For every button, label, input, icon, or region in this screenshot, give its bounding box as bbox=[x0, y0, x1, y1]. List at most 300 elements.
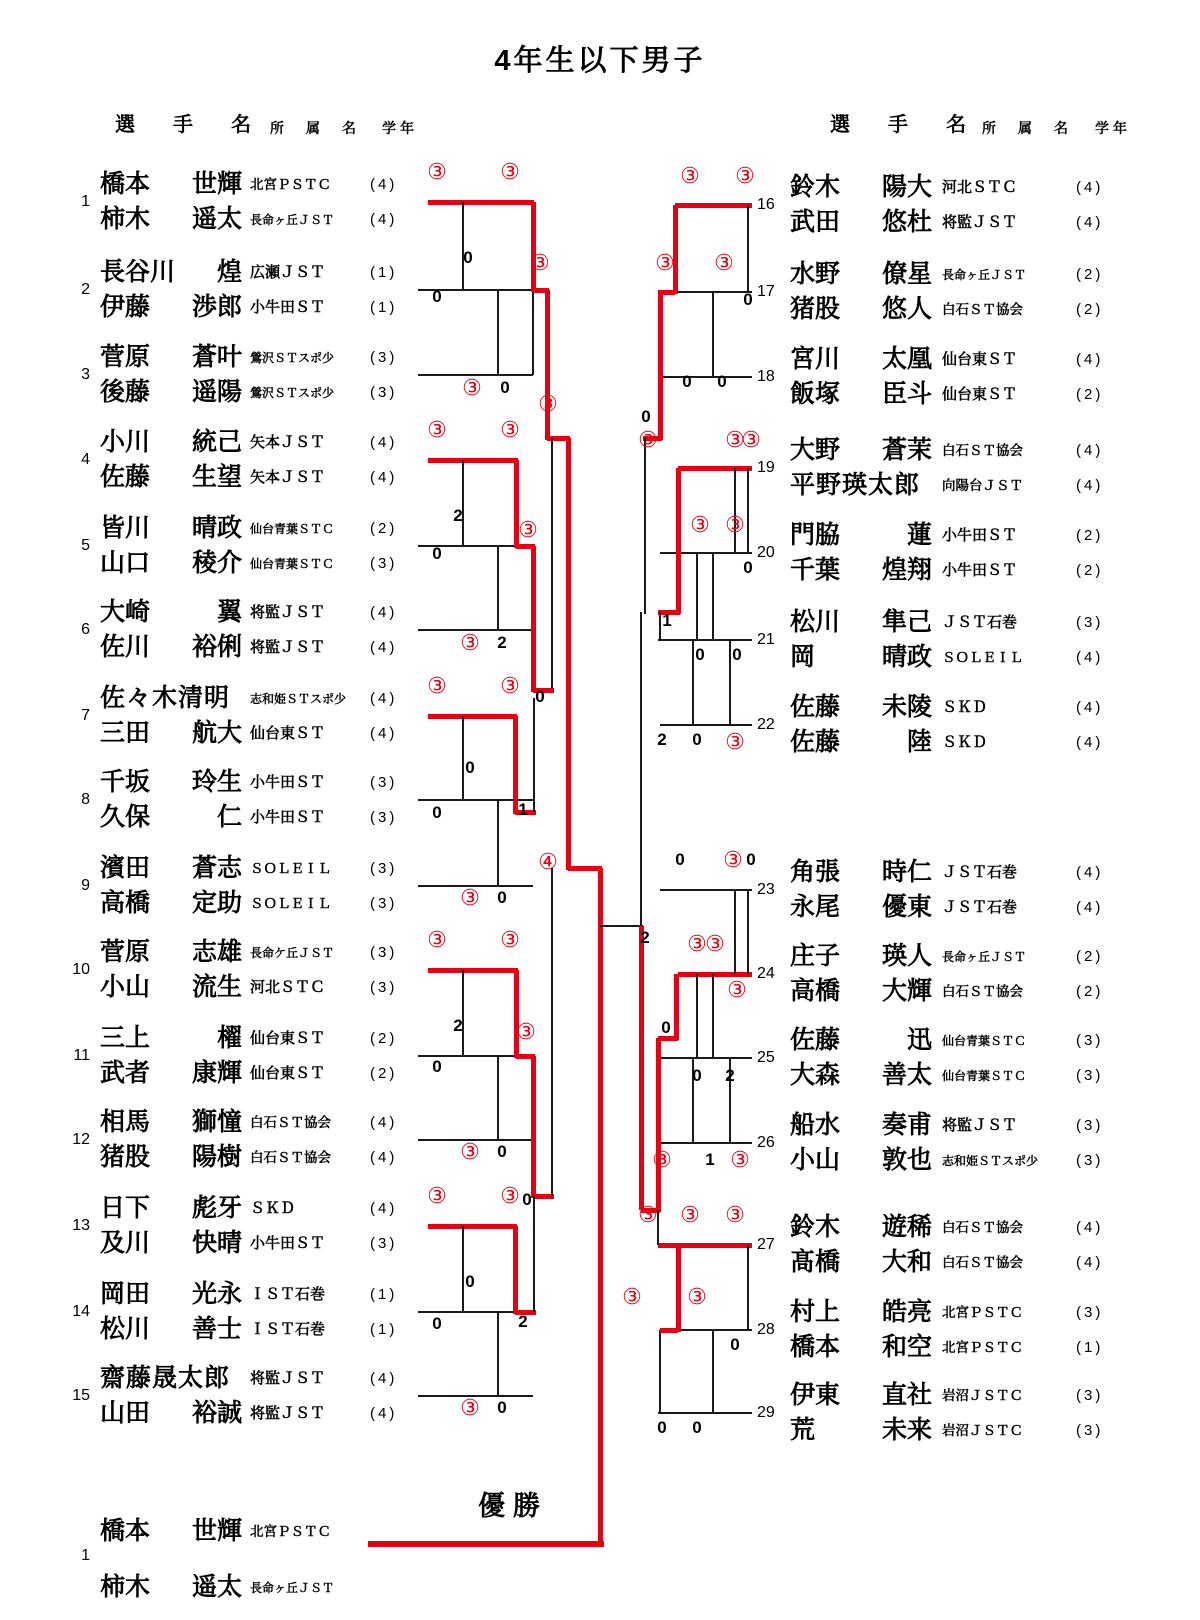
player-name bbox=[100, 1107, 242, 1139]
name-part: 蓮 bbox=[906, 522, 932, 549]
player-name bbox=[790, 1297, 932, 1329]
score-win-marker: ③ bbox=[723, 847, 743, 872]
score-marker: 0 bbox=[746, 850, 756, 869]
entry-number: 6 bbox=[81, 621, 90, 638]
name-part: 濱田 bbox=[100, 855, 151, 882]
name-part: 獅憧 bbox=[191, 1109, 242, 1136]
bracket-line bbox=[497, 290, 499, 375]
player-club: 仙台青葉ＳＴＣ bbox=[942, 1069, 1027, 1083]
player-grade: (4) bbox=[370, 469, 398, 486]
player-club: 長命ヶ丘ＪＳＴ bbox=[250, 213, 335, 227]
bracket-line-winner bbox=[545, 290, 550, 440]
name-part: 生望 bbox=[191, 464, 242, 491]
bracket-line bbox=[600, 925, 643, 927]
player-club: ＩＳＴ石巻 bbox=[250, 1287, 326, 1303]
bracket-line bbox=[734, 468, 736, 553]
player-grade: (4) bbox=[370, 1405, 398, 1422]
name-part: 三上 bbox=[100, 1025, 151, 1052]
player-club: 志和姫ＳＴスポ少 bbox=[942, 1154, 1039, 1168]
bracket-line-winner bbox=[531, 1056, 536, 1198]
player-club: 白石ＳＴ協会 bbox=[942, 984, 1023, 999]
name-part: 小山 bbox=[790, 1147, 841, 1174]
bracket-line-winner bbox=[531, 202, 536, 292]
name-part: 菅原 bbox=[100, 939, 151, 966]
name-part: 遊稀 bbox=[881, 1214, 932, 1241]
score-win-marker: ③ bbox=[680, 163, 700, 188]
player-grade: (2) bbox=[1076, 948, 1104, 965]
entry-number: 13 bbox=[72, 1217, 90, 1234]
bracket-line bbox=[712, 1330, 714, 1413]
bracket-line-winner bbox=[428, 714, 517, 719]
score-marker: 0 bbox=[743, 290, 753, 309]
player-grade: (3) bbox=[370, 555, 398, 572]
score-marker: 0 bbox=[500, 378, 510, 397]
player-name bbox=[790, 1110, 932, 1142]
entry-number: 10 bbox=[72, 961, 90, 978]
score-marker: 2 bbox=[725, 1066, 735, 1085]
bracket-line-winner bbox=[531, 546, 536, 692]
bracket-line-winner bbox=[658, 292, 663, 440]
player-club: 仙台青葉ＳＴＣ bbox=[250, 557, 335, 571]
score-win-marker: ③ bbox=[638, 427, 658, 452]
name-part: 柿木 bbox=[100, 1574, 151, 1601]
score-marker: 0 bbox=[695, 645, 705, 664]
name-part: 敦也 bbox=[881, 1147, 932, 1174]
player-club: 北宮ＰＳＴＣ bbox=[942, 1305, 1023, 1320]
player-grade: (4) bbox=[370, 176, 398, 193]
player-club: 矢本ＪＳＴ bbox=[250, 435, 326, 451]
player-name bbox=[790, 520, 932, 552]
player-name bbox=[790, 344, 932, 376]
name-part: 千葉 bbox=[790, 557, 841, 584]
bracket-line bbox=[696, 974, 698, 1058]
player-grade: (2) bbox=[370, 1065, 398, 1082]
player-name bbox=[790, 207, 932, 239]
player-club: 小牛田ＳＴ bbox=[250, 300, 326, 316]
name-part: 彪牙 bbox=[191, 1195, 242, 1222]
name-part: 定助 bbox=[191, 890, 242, 917]
name-part: 菅原 bbox=[100, 344, 151, 371]
name-part: 齋藤晟太郎 bbox=[100, 1365, 231, 1392]
player-grade: (3) bbox=[370, 860, 398, 877]
bracket-line bbox=[462, 716, 464, 800]
player-club: 将監ＪＳＴ bbox=[250, 1406, 326, 1422]
name-part: 長谷川 bbox=[100, 259, 176, 286]
player-club: 長命ヶ丘ＪＳＴ bbox=[942, 950, 1027, 964]
player-club: 白石ＳＴ協会 bbox=[942, 1255, 1023, 1270]
player-club: 小牛田ＳＴ bbox=[942, 528, 1018, 544]
entry-number: 20 bbox=[757, 544, 775, 561]
entry-number: 25 bbox=[757, 1049, 775, 1066]
name-part: 武者 bbox=[100, 1060, 151, 1087]
bracket-line bbox=[659, 612, 661, 640]
name-part: 遥太 bbox=[191, 206, 242, 233]
player-club: 将監ＪＳＴ bbox=[942, 215, 1018, 231]
header-left-club: 所 属 名 bbox=[270, 122, 360, 137]
player-name bbox=[790, 727, 932, 759]
player-name bbox=[100, 548, 242, 580]
player-name bbox=[790, 1060, 932, 1092]
name-part: 隼己 bbox=[881, 609, 932, 636]
header-left-players: 選 手 名 bbox=[115, 114, 260, 136]
name-part: 世輝 bbox=[191, 1518, 242, 1545]
player-grade: (4) bbox=[370, 725, 398, 742]
bracket-line bbox=[659, 1330, 661, 1413]
name-part: 松川 bbox=[100, 1316, 151, 1343]
player-grade: (3) bbox=[1076, 614, 1104, 631]
name-part: 大野 bbox=[790, 437, 841, 464]
player-grade: (2) bbox=[370, 520, 398, 537]
score-win-marker: ③ bbox=[427, 673, 447, 698]
player-grade: (4) bbox=[370, 211, 398, 228]
score-marker: 2 bbox=[497, 633, 507, 652]
player-club: 白石ＳＴ協会 bbox=[250, 1150, 331, 1165]
player-grade: (2) bbox=[1076, 983, 1104, 1000]
bracket-line bbox=[734, 890, 736, 974]
name-part: 蒼叶 bbox=[191, 344, 242, 371]
bracket-line-winner bbox=[678, 466, 752, 471]
name-part: 日下 bbox=[100, 1195, 151, 1222]
player-grade: (4) bbox=[370, 639, 398, 656]
entry-number: 12 bbox=[72, 1131, 90, 1148]
score-win-marker: ③ bbox=[655, 250, 675, 275]
name-part: 悠杜 bbox=[881, 209, 932, 236]
score-win-marker: ③ bbox=[622, 1284, 642, 1309]
player-club: 仙台東ＳＴ bbox=[942, 352, 1018, 368]
player-club: 将監ＪＳＴ bbox=[250, 605, 326, 621]
page-title: 4年生以下男子 bbox=[494, 45, 706, 77]
name-part: 佐川 bbox=[100, 634, 151, 661]
bracket-line bbox=[660, 1057, 752, 1059]
player-club: 白石ＳＴ協会 bbox=[942, 302, 1023, 317]
entry-number: 16 bbox=[757, 196, 775, 213]
player-club: 仙台東ＳＴ bbox=[250, 1031, 326, 1047]
player-grade: (4) bbox=[370, 1200, 398, 1217]
name-part: 玲生 bbox=[191, 769, 242, 796]
entry-number: 3 bbox=[81, 366, 90, 383]
bracket-line-winner bbox=[678, 972, 752, 977]
name-part: 飯塚 bbox=[790, 381, 841, 408]
player-name bbox=[100, 377, 242, 409]
player-name bbox=[790, 607, 932, 639]
score-win-marker: ③ bbox=[652, 1147, 672, 1172]
player-club: 小牛田ＳＴ bbox=[250, 810, 326, 826]
bracket-line bbox=[712, 292, 714, 377]
player-grade: (2) bbox=[1076, 527, 1104, 544]
score-marker: 0 bbox=[463, 248, 473, 267]
name-part: 高橋 bbox=[100, 890, 151, 917]
player-grade: (4) bbox=[1076, 699, 1104, 716]
score-marker: 0 bbox=[465, 1272, 475, 1291]
player-name bbox=[100, 802, 242, 834]
player-club: 岩沼ＪＳＴＣ bbox=[942, 1388, 1023, 1403]
player-club: 鶯沢ＳＴスポ少 bbox=[250, 386, 335, 400]
bracket-line bbox=[462, 460, 464, 546]
player-grade: (3) bbox=[1076, 1304, 1104, 1321]
name-part: 善士 bbox=[191, 1316, 242, 1343]
score-marker: 0 bbox=[730, 1335, 740, 1354]
player-grade: (3) bbox=[370, 944, 398, 961]
bracket-line-winner bbox=[513, 716, 518, 814]
score-win-marker: ④ bbox=[538, 849, 558, 874]
score-win-marker: ③ bbox=[725, 1202, 745, 1227]
score-marker: 0 bbox=[522, 1190, 532, 1209]
name-part: 小山 bbox=[100, 974, 151, 1001]
player-grade: (4) bbox=[1076, 1254, 1104, 1271]
player-grade: (3) bbox=[1076, 1422, 1104, 1439]
player-grade: (4) bbox=[1076, 179, 1104, 196]
score-win-marker: ③ bbox=[725, 427, 745, 452]
player-name bbox=[100, 462, 242, 494]
score-marker: 0 bbox=[675, 850, 685, 869]
bracket-line bbox=[747, 205, 749, 292]
score-win-marker: ③ bbox=[500, 927, 520, 952]
name-part: 橋本 bbox=[790, 1334, 841, 1361]
name-part: 遥太 bbox=[191, 1574, 242, 1601]
name-part: 裕俐 bbox=[191, 634, 242, 661]
player-club: 将監ＪＳＴ bbox=[942, 1118, 1018, 1134]
player-name bbox=[100, 972, 242, 1004]
player-club: 向陽台ＪＳＴ bbox=[942, 478, 1023, 493]
player-name bbox=[790, 692, 932, 724]
player-club: 鶯沢ＳＴスポ少 bbox=[250, 351, 335, 365]
bracket-line-winner bbox=[674, 974, 679, 1040]
score-marker: 1 bbox=[705, 1150, 715, 1169]
name-part: 伊東 bbox=[790, 1382, 841, 1409]
player-name bbox=[790, 1380, 932, 1412]
score-win-marker: ③ bbox=[735, 163, 755, 188]
player-club: ＳＯＬＥＩＬ bbox=[942, 650, 1023, 665]
name-part: 悠人 bbox=[881, 296, 932, 323]
score-win-marker: ③ bbox=[427, 1183, 447, 1208]
score-marker: 1 bbox=[518, 800, 528, 819]
player-name bbox=[100, 937, 242, 969]
name-part: 久保 bbox=[100, 804, 151, 831]
bracket-line bbox=[497, 546, 499, 630]
player-club: 白石ＳＴ協会 bbox=[250, 1115, 331, 1130]
name-part: 岡 bbox=[790, 644, 816, 671]
name-part: 平野瑛太郎 bbox=[790, 472, 921, 499]
player-name bbox=[100, 1314, 242, 1346]
bracket-line bbox=[696, 553, 698, 640]
score-marker: 0 bbox=[692, 1066, 702, 1085]
name-part: 大輝 bbox=[881, 978, 932, 1005]
name-part: 及川 bbox=[100, 1230, 151, 1257]
score-win-marker: ③ bbox=[500, 159, 520, 184]
score-win-marker: ③ bbox=[741, 427, 761, 452]
name-part: 猪股 bbox=[790, 296, 841, 323]
bracket-line bbox=[533, 698, 535, 812]
player-grade: (3) bbox=[370, 979, 398, 996]
player-grade: (1) bbox=[370, 1321, 398, 1338]
score-marker: 0 bbox=[657, 1418, 667, 1437]
bracket-line bbox=[729, 640, 731, 725]
name-part: 陽大 bbox=[881, 174, 932, 201]
bracket-line bbox=[660, 552, 752, 554]
bracket-line bbox=[551, 438, 553, 690]
name-part: 後藤 bbox=[100, 379, 151, 406]
name-part: 三田 bbox=[100, 720, 151, 747]
player-name bbox=[790, 172, 932, 204]
name-part: 猪股 bbox=[100, 1144, 151, 1171]
score-marker: 0 bbox=[692, 730, 702, 749]
score-win-marker: ③ bbox=[500, 417, 520, 442]
bracket-line-winner bbox=[513, 1226, 518, 1314]
player-grade: (4) bbox=[370, 434, 398, 451]
name-part: 佐藤 bbox=[790, 1027, 841, 1054]
player-grade: (2) bbox=[1076, 386, 1104, 403]
player-club: 岩沼ＪＳＴＣ bbox=[942, 1423, 1023, 1438]
name-part: 相馬 bbox=[100, 1109, 151, 1136]
header-left-grade: 学年 bbox=[382, 122, 418, 137]
name-part: 武田 bbox=[790, 209, 841, 236]
bracket-line bbox=[658, 639, 752, 641]
name-part: 佐々木清明 bbox=[100, 685, 231, 712]
score-win-marker: ③ bbox=[427, 159, 447, 184]
name-part: 太凰 bbox=[881, 346, 932, 373]
name-part: 陽樹 bbox=[191, 1144, 242, 1171]
player-name bbox=[100, 632, 242, 664]
player-club: 仙台東ＳＴ bbox=[250, 1066, 326, 1082]
name-part: 和空 bbox=[881, 1334, 932, 1361]
player-name bbox=[790, 1247, 932, 1279]
bracket-line bbox=[747, 890, 749, 974]
player-grade: (2) bbox=[1076, 266, 1104, 283]
player-name bbox=[100, 597, 242, 629]
bracket-line bbox=[644, 438, 646, 614]
player-club: ＳＯＬＥＩＬ bbox=[250, 861, 331, 876]
bracket-line bbox=[462, 202, 464, 290]
bracket-line bbox=[692, 640, 694, 725]
player-club: ＳＫＤ bbox=[250, 1201, 296, 1217]
player-club: 将監ＪＳＴ bbox=[250, 640, 326, 656]
score-win-marker: ③ bbox=[725, 729, 745, 754]
bracket-line bbox=[640, 612, 642, 926]
name-part: 優東 bbox=[881, 894, 932, 921]
entry-number: 1 bbox=[81, 1547, 90, 1564]
name-part: 裕誠 bbox=[191, 1400, 242, 1427]
name-part: 荒 bbox=[790, 1417, 816, 1444]
name-part: 村上 bbox=[790, 1299, 841, 1326]
score-win-marker: ③ bbox=[500, 673, 520, 698]
name-part: 大崎 bbox=[100, 599, 151, 626]
player-name bbox=[100, 292, 242, 324]
player-grade: (3) bbox=[1076, 1032, 1104, 1049]
header-right-club: 所 属 名 bbox=[982, 122, 1072, 137]
header-right-grade: 学年 bbox=[1095, 122, 1131, 137]
name-part: 煌 bbox=[216, 259, 242, 286]
player-grade: (4) bbox=[1076, 899, 1104, 916]
name-part: 迅 bbox=[906, 1027, 932, 1054]
score-win-marker: ③ bbox=[500, 1183, 520, 1208]
player-grade: (4) bbox=[1076, 214, 1104, 231]
score-marker: 1 bbox=[662, 611, 672, 630]
player-grade: (3) bbox=[370, 349, 398, 366]
entry-number: 5 bbox=[81, 537, 90, 554]
player-name bbox=[100, 1279, 242, 1311]
player-grade: (4) bbox=[1076, 351, 1104, 368]
name-part: 橋本 bbox=[100, 1518, 151, 1545]
player-club: 小牛田ＳＴ bbox=[942, 563, 1018, 579]
score-win-marker: ③ bbox=[460, 1395, 480, 1420]
name-part: 皆川 bbox=[100, 515, 151, 542]
bracket-line-winner bbox=[428, 1224, 517, 1229]
player-name bbox=[790, 642, 932, 674]
score-marker: 2 bbox=[518, 1312, 528, 1331]
name-part: 蒼茉 bbox=[881, 437, 932, 464]
score-marker: 2 bbox=[657, 730, 667, 749]
player-name bbox=[100, 1228, 242, 1260]
bracket-line bbox=[462, 1226, 464, 1312]
name-part: 橋本 bbox=[100, 171, 151, 198]
score-marker: 0 bbox=[535, 687, 545, 706]
player-name bbox=[100, 1142, 242, 1174]
player-club: 長命ヶ丘ＪＳＴ bbox=[942, 268, 1027, 282]
entry-number: 28 bbox=[757, 1321, 775, 1338]
score-win-marker: ③ bbox=[680, 1202, 700, 1227]
score-marker: 0 bbox=[497, 1398, 507, 1417]
player-name bbox=[100, 427, 242, 459]
player-name bbox=[790, 1415, 932, 1447]
player-name bbox=[100, 342, 242, 374]
bracket-line bbox=[532, 290, 534, 375]
name-part: 角張 bbox=[790, 859, 841, 886]
entry-number: 4 bbox=[81, 451, 90, 468]
score-win-marker: ③ bbox=[730, 1147, 750, 1172]
bracket-line-winner bbox=[676, 1245, 681, 1332]
entry-number: 22 bbox=[757, 716, 775, 733]
name-part: 未来 bbox=[881, 1417, 932, 1444]
player-grade: (1) bbox=[1076, 1339, 1104, 1356]
player-grade: (4) bbox=[1076, 442, 1104, 459]
name-part: 稜介 bbox=[191, 550, 242, 577]
player-club: ＪＳＴ石巻 bbox=[942, 615, 1018, 631]
bracket-line bbox=[660, 889, 752, 891]
player-name bbox=[100, 1363, 242, 1395]
player-name bbox=[790, 555, 932, 587]
name-part: 松川 bbox=[790, 609, 841, 636]
name-part: 僚星 bbox=[881, 261, 932, 288]
player-grade: (3) bbox=[370, 384, 398, 401]
player-grade: (1) bbox=[370, 264, 398, 281]
name-part: 佐藤 bbox=[790, 729, 841, 756]
name-part: 統己 bbox=[191, 429, 242, 456]
name-part: 水野 bbox=[790, 261, 841, 288]
score-marker: 0 bbox=[661, 1018, 671, 1037]
player-name bbox=[100, 853, 242, 885]
player-club: 北宮ＰＳＴＣ bbox=[250, 177, 331, 192]
score-win-marker: ③ bbox=[705, 931, 725, 956]
bracket-line bbox=[497, 1312, 499, 1396]
name-part: 伊藤 bbox=[100, 294, 151, 321]
player-club: ＪＳＴ石巻 bbox=[942, 900, 1018, 916]
bracket-line bbox=[712, 553, 714, 640]
player-grade: (4) bbox=[370, 1149, 398, 1166]
player-name bbox=[100, 1058, 242, 1090]
bracket-line-winner bbox=[660, 1328, 678, 1333]
name-part: 晴政 bbox=[191, 515, 242, 542]
entry-number: 24 bbox=[757, 965, 775, 982]
entry-number: 17 bbox=[757, 283, 775, 300]
player-name bbox=[790, 857, 932, 889]
player-name bbox=[790, 470, 932, 502]
player-club: 広瀬ＪＳＴ bbox=[250, 265, 326, 281]
entry-number: 11 bbox=[73, 1047, 90, 1064]
name-part: 翼 bbox=[216, 599, 242, 626]
player-club: 長命ケ丘ＪＳＴ bbox=[250, 946, 335, 960]
bracket-line-winner bbox=[428, 968, 518, 973]
entry-number: 26 bbox=[757, 1134, 775, 1151]
